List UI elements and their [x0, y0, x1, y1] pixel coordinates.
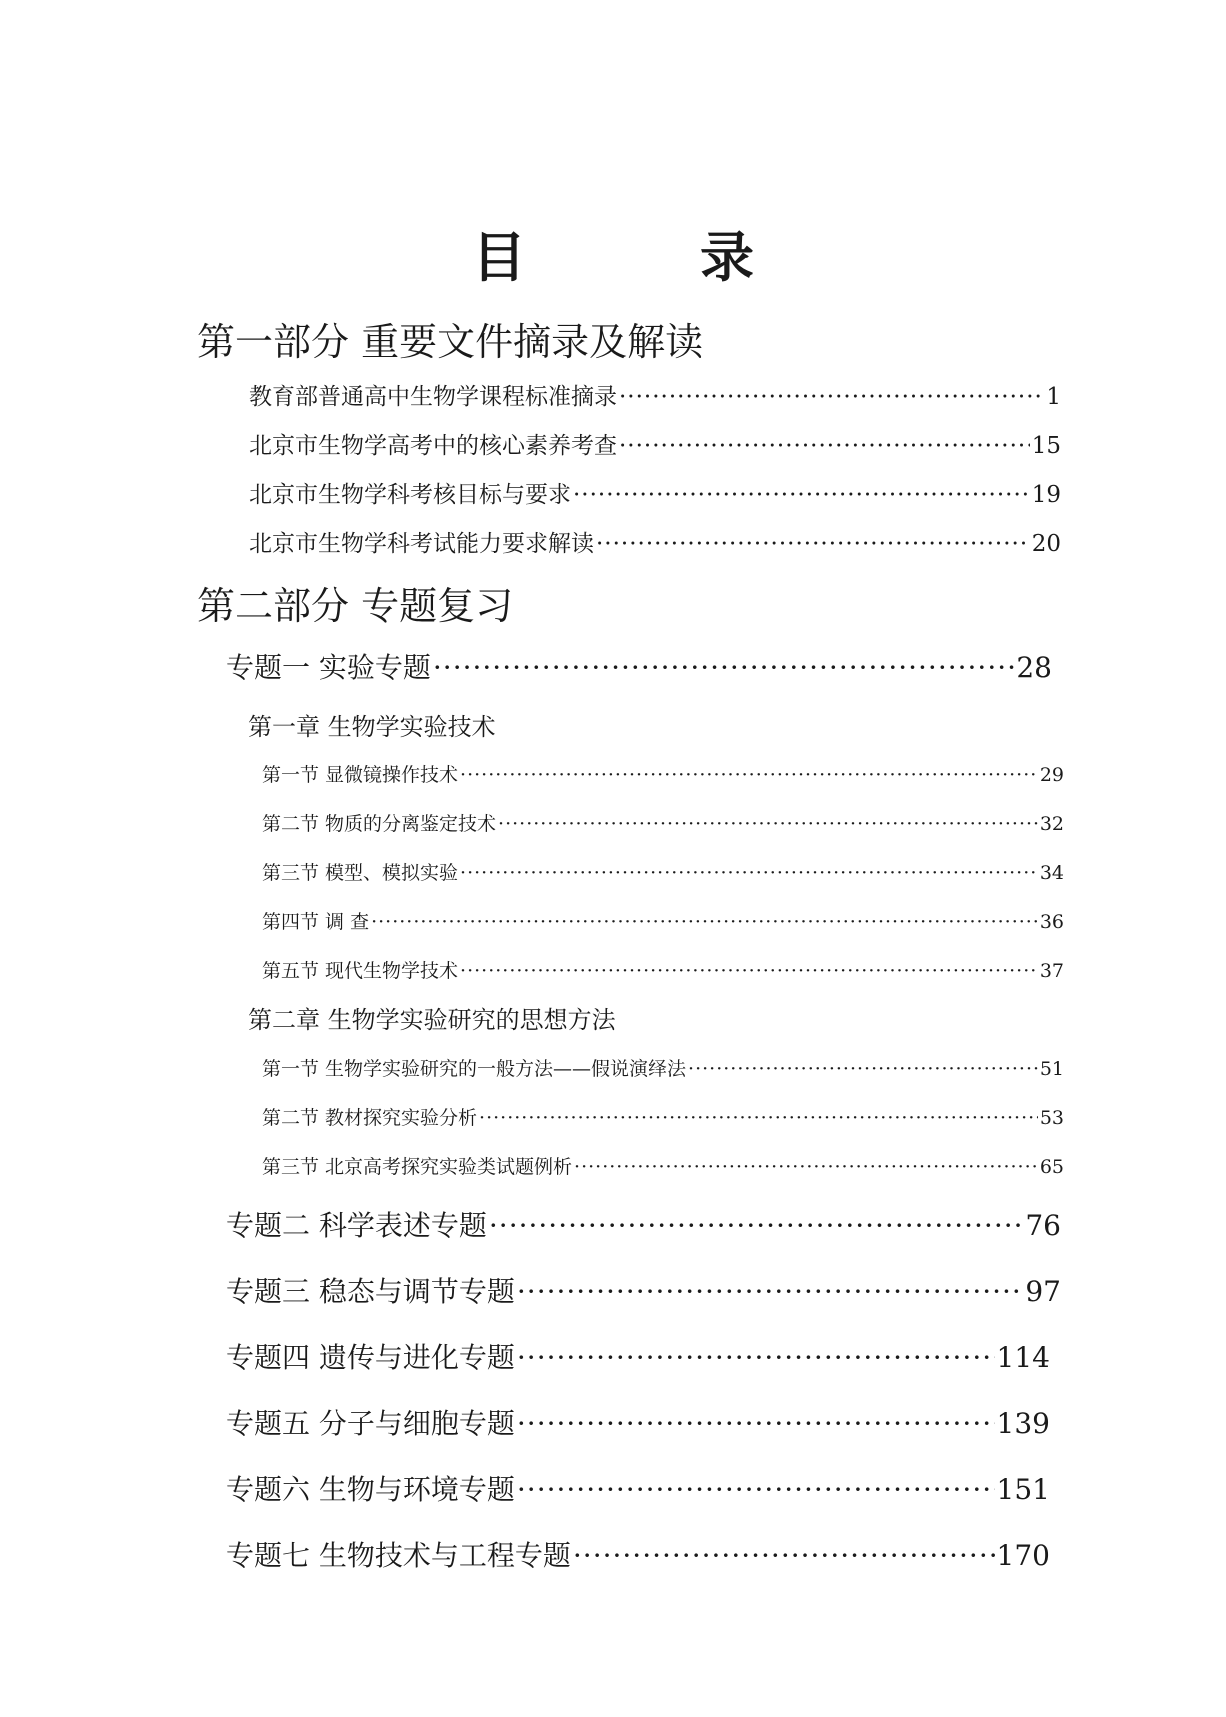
- chapter-1-heading: 第一章 生物学实验技术: [248, 713, 496, 741]
- leader-dots: [460, 762, 1038, 788]
- leader-dots: [517, 1340, 995, 1376]
- leader-dots: [489, 1208, 1023, 1244]
- toc-section-1-4[interactable]: 第四节 调 查 ····· 36: [262, 909, 1064, 935]
- page-number: 19: [1031, 482, 1061, 508]
- page-number: 114: [996, 1341, 1050, 1374]
- leader-dots: [619, 431, 1030, 461]
- toc-section-1-5[interactable]: 第五节 现代生物学技术 ····· 37: [262, 958, 1064, 984]
- page-number: 139: [996, 1407, 1050, 1440]
- leader-dots: [460, 958, 1038, 984]
- toc-topic-1[interactable]: 专题一 实验专题 ····· 28: [226, 650, 1052, 686]
- page-number: 51: [1039, 1058, 1064, 1080]
- leader-dots: [596, 529, 1030, 559]
- leader-dots: [517, 1406, 995, 1442]
- leader-dots: [573, 480, 1030, 510]
- toc-topic-7[interactable]: 专题七 生物技术与工程专题 ····· 170: [226, 1538, 1050, 1574]
- toc-topic-4[interactable]: 专题四 遗传与进化专题 ····· 114: [226, 1340, 1050, 1376]
- toc-section-1-2[interactable]: 第二节 物质的分离鉴定技术 ····· 32: [262, 811, 1064, 837]
- leader-dots: [688, 1056, 1038, 1082]
- toc-topic-3[interactable]: 专题三 稳态与调节专题 ····· 97: [226, 1274, 1061, 1310]
- page-number: 36: [1039, 911, 1064, 933]
- leader-dots: [371, 909, 1038, 935]
- page-number: 1: [1046, 384, 1061, 410]
- page-number: 97: [1025, 1275, 1061, 1308]
- leader-dots: [574, 1154, 1038, 1180]
- page-number: 170: [996, 1539, 1050, 1572]
- toc-topic-6[interactable]: 专题六 生物与环境专题 ····· 151: [226, 1472, 1050, 1508]
- toc-entry-curriculum-standard[interactable]: 教育部普通高中生物学课程标准摘录 ····· 1: [249, 382, 1061, 412]
- toc-entry-core-literacy[interactable]: 北京市生物学高考中的核心素养考查 ····· 15: [249, 431, 1061, 461]
- page-number: 34: [1039, 862, 1064, 884]
- toc-topic-5[interactable]: 专题五 分子与细胞专题 ····· 139: [226, 1406, 1050, 1442]
- toc-section-2-3[interactable]: 第三节 北京高考探究实验类试题例析 ····· 65: [262, 1154, 1064, 1180]
- part-1-heading: 第一部分 重要文件摘录及解读: [197, 320, 704, 364]
- leader-dots: [433, 650, 1014, 686]
- chapter-2-heading: 第二章 生物学实验研究的思想方法: [248, 1006, 616, 1034]
- leader-dots: [479, 1105, 1038, 1131]
- toc-topic-2[interactable]: 专题二 科学表述专题 ····· 76: [226, 1208, 1061, 1244]
- toc-entry-ability-requirements[interactable]: 北京市生物学科考试能力要求解读 ····· 20: [249, 529, 1061, 559]
- page-number: 76: [1025, 1209, 1061, 1242]
- leader-dots: [619, 382, 1044, 412]
- toc-section-2-2[interactable]: 第二节 教材探究实验分析 ····· 53: [262, 1105, 1064, 1131]
- toc-section-1-3[interactable]: 第三节 模型、模拟实验 ····· 34: [262, 860, 1064, 886]
- page-number: 28: [1016, 651, 1052, 684]
- toc-title: 目 录: [472, 225, 814, 289]
- leader-dots: [517, 1472, 995, 1508]
- page-number: 65: [1039, 1156, 1064, 1178]
- leader-dots: [573, 1538, 995, 1574]
- leader-dots: [498, 811, 1038, 837]
- page-number: 20: [1031, 531, 1061, 557]
- page-number: 53: [1039, 1107, 1064, 1129]
- leader-dots: [460, 860, 1038, 886]
- toc-section-1-1[interactable]: 第一节 显微镜操作技术 ····· 29: [262, 762, 1064, 788]
- page-number: 151: [996, 1473, 1050, 1506]
- part-2-heading: 第二部分 专题复习: [197, 584, 514, 628]
- toc-entry-assessment-goals[interactable]: 北京市生物学科考核目标与要求 ····· 19: [249, 480, 1061, 510]
- page-number: 32: [1039, 813, 1064, 835]
- page-number: 15: [1031, 433, 1061, 459]
- toc-section-2-1[interactable]: 第一节 生物学实验研究的一般方法——假说演绎法 ····· 51: [262, 1056, 1064, 1082]
- page-number: 37: [1039, 960, 1064, 982]
- leader-dots: [517, 1274, 1023, 1310]
- page-number: 29: [1039, 764, 1064, 786]
